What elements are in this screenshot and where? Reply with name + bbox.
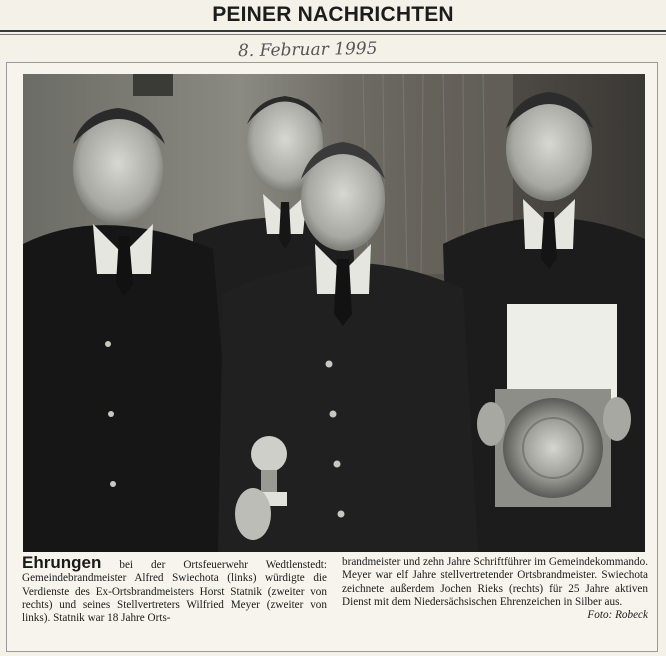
photo-credit: Foto: Robeck [587,609,648,622]
caption-text-1: bei der Ortsfeuerwehr Wedtlenstedt: Gemeindebrandmeister Alfred Swiechota (links) würdigte die Verdienste des Ex-Ortsbrandmeisters Horst Statnik (zweiter von rechts) und seines Stellvertreters Wilfried Meyer (zweiter von links). Statnik war 18 Jahre Orts- [22,559,327,625]
masthead-rule [0,30,666,32]
handwritten-date: 8. Februar 1995 [237,38,378,62]
group-photo [23,74,645,552]
newspaper-title: PEINER NACHRICHTEN [212,3,454,26]
masthead [0,0,666,34]
photo-caption [22,553,648,640]
caption-text-2: brandmeister und zehn Jahre Schriftführer im Gemeindekommando. Meyer war elf Jahre stellvertretender Ortsbrandmeister. Swiechota zeichnete außerdem Jochen Rieks (rechts) für 25 Jahre aktiven Dienst mit dem Niedersächsischen Ehrenzeichen in Silber aus. [342,556,648,608]
photo-illustration [23,74,645,552]
caption-lead: Ehrungen [22,553,102,572]
masthead-rule-thin [0,34,666,35]
caption-column-left [22,553,327,625]
caption-column-right [342,556,648,622]
